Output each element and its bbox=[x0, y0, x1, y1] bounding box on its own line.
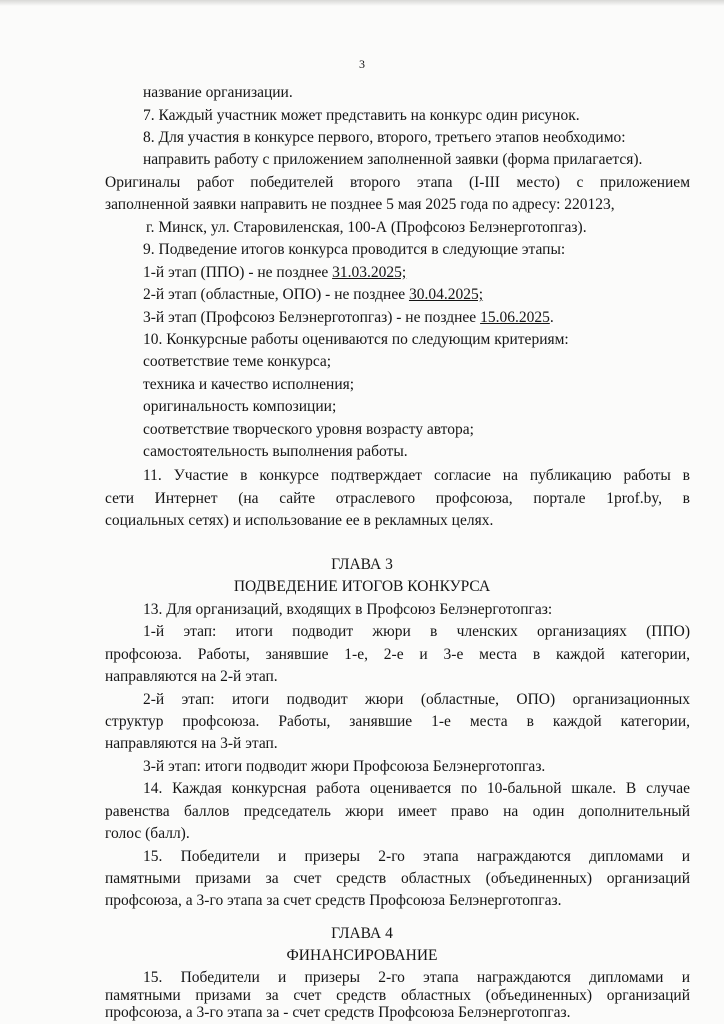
date-deadline-stage-1: 31.03.2025; bbox=[332, 264, 407, 281]
date-deadline-stage-2: 30.04.2025; bbox=[408, 286, 484, 303]
text-line: 15. Победители и призеры 2-го этапа награждаются дипломами и bbox=[143, 848, 690, 865]
criteria-item: самостоятельность выполнения работы. bbox=[143, 443, 408, 460]
text-line: г. Минск, ул. Старовиленская, 100-А (Профсоюз Белэнерготопгаз). bbox=[146, 219, 587, 236]
text-line: социальных сетях) и использование ее в рекламных целях. bbox=[105, 512, 494, 529]
text-line: 15. Победители и призеры 2-го этапа награждаются дипломами и bbox=[143, 969, 690, 986]
text-line: профсоюза, а 3-го этапа за - счет средств Профсоюза Белэнерготопгаз. bbox=[105, 1004, 571, 1021]
page-number: 3 bbox=[359, 57, 365, 71]
text-line: направляются на 3-й этап. bbox=[105, 735, 278, 752]
text-line: 2-й этап (областные, ОПО) - не позднее 30.04.2025; bbox=[143, 286, 484, 303]
criteria-item: оригинальность композиции; bbox=[143, 398, 337, 415]
text-line: заполненной заявки направить не позднее 5 мая 2025 года по адресу: 220123, bbox=[105, 196, 615, 213]
scan-edge bbox=[0, 0, 724, 6]
text-line: 3-й этап: итоги подводит жюри Профсоюза Белэнерготопгаз. bbox=[143, 758, 546, 775]
chapter-number: ГЛАВА 3 bbox=[331, 556, 393, 573]
text-line: профсоюза, а 3-го этапа за счет средств Профсоюза Белэнерготопгаз. bbox=[105, 892, 562, 909]
date-deadline-stage-3: 15.06.2025 bbox=[480, 309, 550, 326]
text-line: 13. Для организаций, входящих в Профсоюз Белэнерготопгаз: bbox=[143, 601, 553, 618]
chapter-title: ПОДВЕДЕНИЕ ИТОГОВ КОНКУРСА bbox=[233, 578, 491, 595]
criteria-item: соответствие творческого уровня возрасту автора; bbox=[143, 421, 474, 438]
text-line: профсоюза. Работы, занявшие 1-е, 2-е и 3-е места в каждой категории, bbox=[105, 646, 690, 663]
text-line: сети Интернет (на сайте отраслевого профсоюза, портале 1prof.by, в bbox=[105, 490, 690, 507]
criteria-item: соответствие теме конкурса; bbox=[143, 353, 332, 370]
text-line: 11. Участие в конкурсе подтверждает согласие на публикацию работы в bbox=[143, 467, 690, 484]
text-line: 3-й этап (Профсоюз Белэнерготопгаз) - не позднее 15.06.2025. bbox=[143, 309, 554, 326]
text-line: название организации. bbox=[143, 84, 293, 101]
criteria-item: техника и качество исполнения; bbox=[143, 376, 355, 393]
text-line: 1-й этап: итоги подводит жюри в членских организациях (ППО) bbox=[143, 623, 690, 640]
text-line: 7. Каждый участник может представить на конкурс один рисунок. bbox=[143, 107, 580, 124]
text-line: 9. Подведение итогов конкурса проводится в следующие этапы: bbox=[143, 241, 566, 258]
text-line: 14. Каждая конкурсная работа оценивается по 10-бальной шкале. В случае bbox=[143, 780, 690, 797]
chapter-number: ГЛАВА 4 bbox=[331, 925, 393, 942]
text-line: 1-й этап (ППО) - не позднее 31.03.2025; bbox=[143, 264, 407, 281]
text-line: Оригиналы работ победителей второго этапа (I-III место) с приложением bbox=[105, 174, 690, 191]
text-line: равенства баллов председатель жюри имеет право на один дополнительный bbox=[105, 803, 690, 820]
text-line: 8. Для участия в конкурсе первого, второго, третьего этапов необходимо: bbox=[143, 129, 626, 146]
text-line: направить работу с приложением заполненной заявки (форма прилагается). bbox=[143, 151, 643, 168]
text-line: направляются на 2-й этап. bbox=[105, 668, 278, 685]
text-line: 10. Конкурсные работы оцениваются по следующим критериям: bbox=[143, 331, 569, 348]
text-line: 2-й этап: итоги подводит жюри (областные, ОПО) организационных bbox=[143, 691, 690, 708]
text-line: памятными призами за счет средств областных (объединенных) организаций bbox=[105, 987, 690, 1004]
text-line: структур профсоюза. Работы, занявшие 1-е места в каждой категории, bbox=[105, 713, 690, 730]
chapter-title: ФИНАНСИРОВАНИЕ bbox=[286, 947, 438, 964]
text-line: памятными призами за счет средств областных (объединенных) организаций bbox=[105, 870, 690, 887]
text-line: голос (балл). bbox=[105, 825, 190, 842]
